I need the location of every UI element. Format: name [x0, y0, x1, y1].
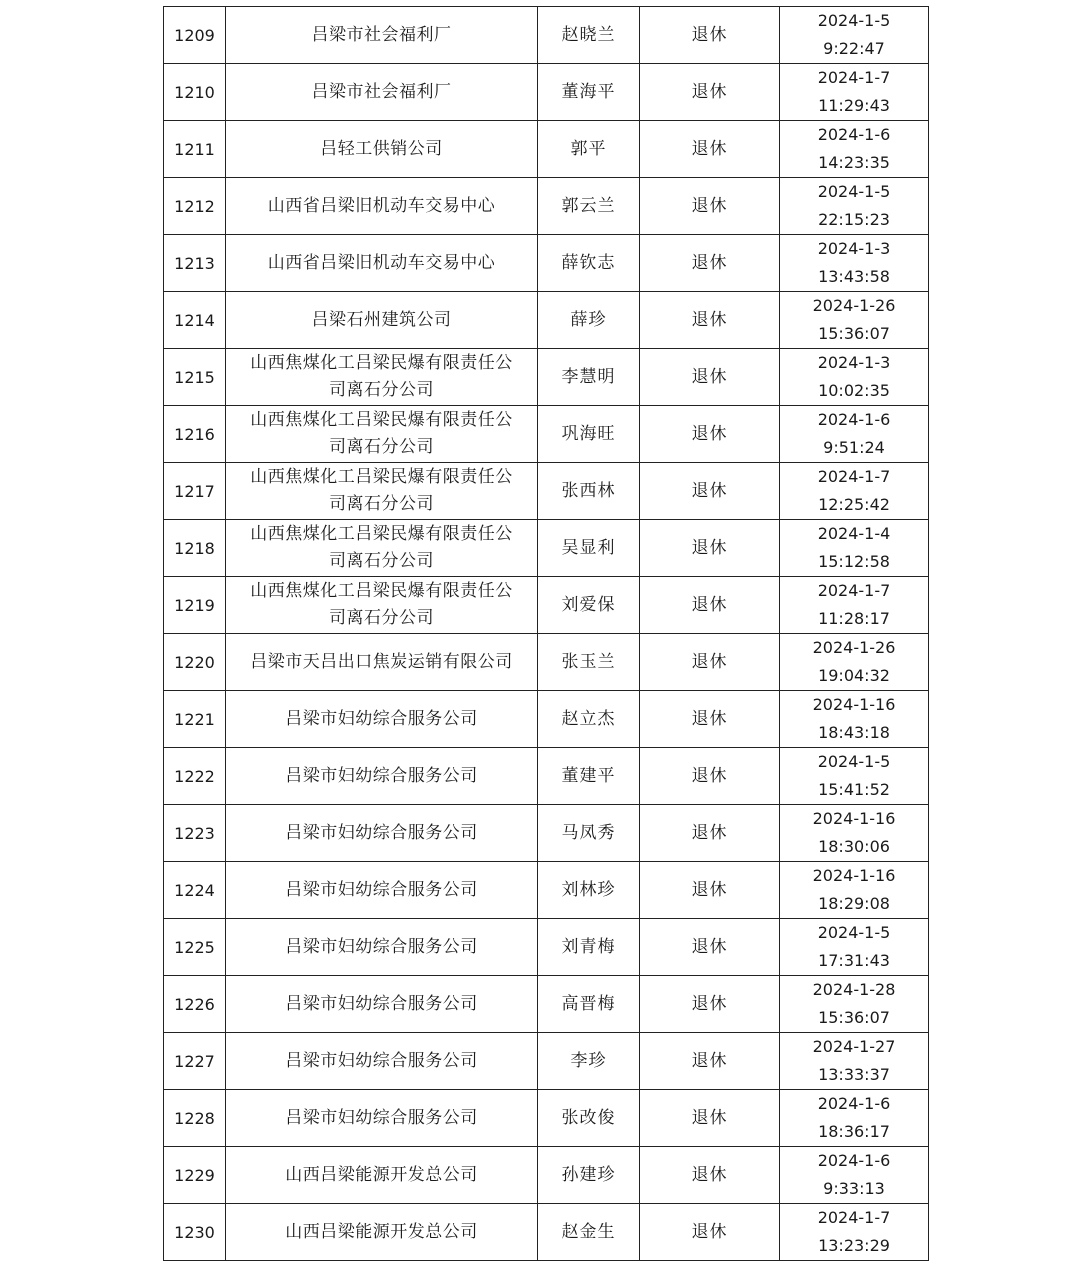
person-name-cell: 薛珍 — [538, 292, 640, 349]
organization-cell — [226, 634, 538, 691]
serial-number-cell: 1217 — [164, 463, 226, 520]
serial-number-cell: 1230 — [164, 1204, 226, 1261]
submit-time-cell — [780, 1033, 929, 1090]
submit-time-cell — [780, 349, 929, 406]
status-cell: 退休 — [640, 520, 780, 577]
status-cell: 退休 — [640, 691, 780, 748]
organization-line: 司离石分公司 — [329, 608, 434, 628]
submit-time-cell — [780, 919, 929, 976]
person-name-cell: 赵晓兰 — [538, 7, 640, 64]
submit-time-cell — [780, 520, 929, 577]
table-row — [164, 7, 929, 64]
status-cell: 退休 — [640, 976, 780, 1033]
submit-time-cell — [780, 178, 929, 235]
organization-cell — [226, 64, 538, 121]
submit-date: 2024-1-7 — [817, 467, 891, 486]
submit-clock-time: 18:43:18 — [818, 723, 890, 742]
organization-line: 吕梁市社会福利厂 — [311, 24, 452, 45]
serial-number-cell: 1229 — [164, 1147, 226, 1204]
table-row — [164, 805, 929, 862]
organization-line: 吕梁市妇幼综合服务公司 — [285, 1107, 478, 1128]
submit-clock-time: 13:23:29 — [818, 1236, 890, 1255]
organization-cell — [226, 919, 538, 976]
organization-cell — [226, 463, 538, 520]
status-cell: 退休 — [640, 406, 780, 463]
table-row — [164, 520, 929, 577]
submit-date: 2024-1-27 — [812, 1037, 896, 1056]
submit-date: 2024-1-6 — [817, 1094, 891, 1113]
organization-line: 吕梁市社会福利厂 — [311, 81, 452, 102]
organization-line: 吕梁市妇幼综合服务公司 — [285, 765, 478, 786]
organization-line: 吕梁市妇幼综合服务公司 — [285, 822, 478, 843]
organization-cell — [226, 805, 538, 862]
submit-clock-time: 22:15:23 — [818, 210, 890, 229]
organization-line: 山西吕梁能源开发总公司 — [285, 1221, 478, 1242]
table-row — [164, 349, 929, 406]
table-row — [164, 748, 929, 805]
submit-clock-time: 11:28:17 — [818, 609, 890, 628]
organization-cell — [226, 520, 538, 577]
serial-number-cell: 1219 — [164, 577, 226, 634]
submit-time-cell — [780, 64, 929, 121]
submit-date: 2024-1-5 — [817, 182, 891, 201]
status-cell: 退休 — [640, 1147, 780, 1204]
status-cell: 退休 — [640, 805, 780, 862]
table-row — [164, 577, 929, 634]
serial-number-cell: 1214 — [164, 292, 226, 349]
status-cell: 退休 — [640, 7, 780, 64]
table-row — [164, 64, 929, 121]
submit-date: 2024-1-3 — [817, 239, 891, 258]
serial-number-cell: 1220 — [164, 634, 226, 691]
organization-line: 山西焦煤化工吕梁民爆有限责任公 — [250, 524, 513, 544]
organization-line: 司离石分公司 — [329, 494, 434, 514]
serial-number-cell: 1222 — [164, 748, 226, 805]
status-cell: 退休 — [640, 349, 780, 406]
serial-number-cell: 1213 — [164, 235, 226, 292]
organization-cell — [226, 1090, 538, 1147]
person-name-cell: 吴显利 — [538, 520, 640, 577]
table-row — [164, 1204, 929, 1261]
organization-line: 吕梁市妇幼综合服务公司 — [285, 936, 478, 957]
status-cell: 退休 — [640, 1090, 780, 1147]
table-row — [164, 406, 929, 463]
serial-number-cell: 1215 — [164, 349, 226, 406]
table-row — [164, 1090, 929, 1147]
organization-cell — [226, 235, 538, 292]
table-row — [164, 121, 929, 178]
submit-date: 2024-1-16 — [812, 809, 896, 828]
submit-time-cell — [780, 1090, 929, 1147]
organization-line: 吕梁市妇幼综合服务公司 — [285, 993, 478, 1014]
submit-time-cell — [780, 748, 929, 805]
submit-time-cell — [780, 292, 929, 349]
table-row — [164, 976, 929, 1033]
serial-number-cell: 1227 — [164, 1033, 226, 1090]
submit-time-cell — [780, 805, 929, 862]
organization-line: 吕轻工供销公司 — [320, 138, 443, 159]
serial-number-cell: 1212 — [164, 178, 226, 235]
organization-line: 山西焦煤化工吕梁民爆有限责任公 — [250, 410, 513, 430]
submit-clock-time: 15:41:52 — [818, 780, 890, 799]
serial-number-cell: 1216 — [164, 406, 226, 463]
status-cell: 退休 — [640, 235, 780, 292]
person-name-cell: 马凤秀 — [538, 805, 640, 862]
submit-time-cell — [780, 1147, 929, 1204]
serial-number-cell: 1223 — [164, 805, 226, 862]
records-body — [164, 7, 929, 1261]
serial-number-cell: 1228 — [164, 1090, 226, 1147]
submit-date: 2024-1-16 — [812, 695, 896, 714]
organization-line: 吕梁市妇幼综合服务公司 — [285, 1050, 478, 1071]
status-cell: 退休 — [640, 463, 780, 520]
submit-time-cell — [780, 634, 929, 691]
table-row — [164, 178, 929, 235]
submit-clock-time: 18:36:17 — [818, 1122, 890, 1141]
organization-line: 山西吕梁能源开发总公司 — [285, 1164, 478, 1185]
organization-line: 吕梁市妇幼综合服务公司 — [285, 708, 478, 729]
person-name-cell: 高晋梅 — [538, 976, 640, 1033]
person-name-cell: 孙建珍 — [538, 1147, 640, 1204]
person-name-cell: 张改俊 — [538, 1090, 640, 1147]
serial-number-cell: 1211 — [164, 121, 226, 178]
organization-cell — [226, 349, 538, 406]
submit-time-cell — [780, 691, 929, 748]
person-name-cell: 郭平 — [538, 121, 640, 178]
serial-number-cell: 1221 — [164, 691, 226, 748]
organization-line: 山西焦煤化工吕梁民爆有限责任公 — [250, 581, 513, 601]
organization-cell — [226, 292, 538, 349]
organization-line: 山西省吕梁旧机动车交易中心 — [267, 195, 496, 216]
records-table — [163, 6, 929, 1261]
table-row — [164, 691, 929, 748]
submit-clock-time: 18:30:06 — [818, 837, 890, 856]
organization-cell — [226, 748, 538, 805]
submit-clock-time: 13:33:37 — [818, 1065, 890, 1084]
person-name-cell: 巩海旺 — [538, 406, 640, 463]
status-cell: 退休 — [640, 1033, 780, 1090]
status-cell: 退休 — [640, 292, 780, 349]
submit-clock-time: 15:36:07 — [818, 1008, 890, 1027]
organization-line: 司离石分公司 — [329, 380, 434, 400]
table-row — [164, 634, 929, 691]
organization-line: 司离石分公司 — [329, 437, 434, 457]
person-name-cell: 赵立杰 — [538, 691, 640, 748]
serial-number-cell: 1225 — [164, 919, 226, 976]
status-cell: 退休 — [640, 862, 780, 919]
person-name-cell: 李慧明 — [538, 349, 640, 406]
status-cell: 退休 — [640, 748, 780, 805]
person-name-cell: 刘爱保 — [538, 577, 640, 634]
table-row — [164, 862, 929, 919]
organization-cell — [226, 976, 538, 1033]
status-cell: 退休 — [640, 919, 780, 976]
submit-clock-time: 15:12:58 — [818, 552, 890, 571]
organization-line: 山西焦煤化工吕梁民爆有限责任公 — [250, 353, 513, 373]
submit-date: 2024-1-26 — [812, 638, 896, 657]
serial-number-cell: 1226 — [164, 976, 226, 1033]
serial-number-cell: 1210 — [164, 64, 226, 121]
person-name-cell: 薛钦志 — [538, 235, 640, 292]
submit-clock-time: 9:33:13 — [823, 1179, 885, 1198]
submit-clock-time: 14:23:35 — [818, 153, 890, 172]
person-name-cell: 李珍 — [538, 1033, 640, 1090]
submit-clock-time: 9:22:47 — [823, 39, 885, 58]
submit-time-cell — [780, 463, 929, 520]
person-name-cell: 张玉兰 — [538, 634, 640, 691]
organization-cell — [226, 406, 538, 463]
serial-number-cell: 1209 — [164, 7, 226, 64]
submit-date: 2024-1-7 — [817, 581, 891, 600]
submit-clock-time: 18:29:08 — [818, 894, 890, 913]
submit-date: 2024-1-5 — [817, 11, 891, 30]
table-row — [164, 919, 929, 976]
organization-cell — [226, 691, 538, 748]
submit-time-cell — [780, 1204, 929, 1261]
submit-clock-time: 19:04:32 — [818, 666, 890, 685]
submit-date: 2024-1-7 — [817, 1208, 891, 1227]
table-row — [164, 235, 929, 292]
person-name-cell: 董海平 — [538, 64, 640, 121]
submit-time-cell — [780, 976, 929, 1033]
serial-number-cell: 1224 — [164, 862, 226, 919]
submit-clock-time: 10:02:35 — [818, 381, 890, 400]
status-cell: 退休 — [640, 121, 780, 178]
organization-line: 山西省吕梁旧机动车交易中心 — [267, 252, 496, 273]
person-name-cell: 刘青梅 — [538, 919, 640, 976]
person-name-cell: 郭云兰 — [538, 178, 640, 235]
submit-date: 2024-1-6 — [817, 1151, 891, 1170]
serial-number-cell: 1218 — [164, 520, 226, 577]
submit-date: 2024-1-6 — [817, 125, 891, 144]
submit-clock-time: 17:31:43 — [818, 951, 890, 970]
organization-line: 山西焦煤化工吕梁民爆有限责任公 — [250, 467, 513, 487]
submit-date: 2024-1-6 — [817, 410, 891, 429]
organization-cell — [226, 1204, 538, 1261]
status-cell: 退休 — [640, 634, 780, 691]
person-name-cell: 刘林珍 — [538, 862, 640, 919]
submit-date: 2024-1-5 — [817, 923, 891, 942]
submit-date: 2024-1-5 — [817, 752, 891, 771]
organization-cell — [226, 178, 538, 235]
submit-time-cell — [780, 235, 929, 292]
submit-time-cell — [780, 406, 929, 463]
submit-date: 2024-1-3 — [817, 353, 891, 372]
person-name-cell: 张西林 — [538, 463, 640, 520]
organization-cell — [226, 7, 538, 64]
organization-line: 吕梁石州建筑公司 — [311, 309, 452, 330]
submit-clock-time: 12:25:42 — [818, 495, 890, 514]
person-name-cell: 赵金生 — [538, 1204, 640, 1261]
submit-date: 2024-1-16 — [812, 866, 896, 885]
status-cell: 退休 — [640, 577, 780, 634]
submit-date: 2024-1-26 — [812, 296, 896, 315]
table-row — [164, 463, 929, 520]
status-cell: 退休 — [640, 64, 780, 121]
submit-clock-time: 11:29:43 — [818, 96, 890, 115]
status-cell: 退休 — [640, 1204, 780, 1261]
submit-clock-time: 13:43:58 — [818, 267, 890, 286]
organization-line: 司离石分公司 — [329, 551, 434, 571]
organization-cell — [226, 121, 538, 178]
submit-clock-time: 9:51:24 — [823, 438, 885, 457]
submit-date: 2024-1-7 — [817, 68, 891, 87]
submit-time-cell — [780, 7, 929, 64]
organization-cell — [226, 1033, 538, 1090]
submit-clock-time: 15:36:07 — [818, 324, 890, 343]
submit-date: 2024-1-28 — [812, 980, 896, 999]
organization-cell — [226, 862, 538, 919]
submit-time-cell — [780, 121, 929, 178]
submit-time-cell — [780, 862, 929, 919]
status-cell: 退休 — [640, 178, 780, 235]
table-row — [164, 1147, 929, 1204]
person-name-cell: 董建平 — [538, 748, 640, 805]
organization-cell — [226, 1147, 538, 1204]
organization-line: 吕梁市妇幼综合服务公司 — [285, 879, 478, 900]
submit-time-cell — [780, 577, 929, 634]
organization-line: 吕梁市天吕出口焦炭运销有限公司 — [250, 651, 513, 672]
table-row — [164, 1033, 929, 1090]
organization-cell — [226, 577, 538, 634]
table-row — [164, 292, 929, 349]
submit-date: 2024-1-4 — [817, 524, 891, 543]
